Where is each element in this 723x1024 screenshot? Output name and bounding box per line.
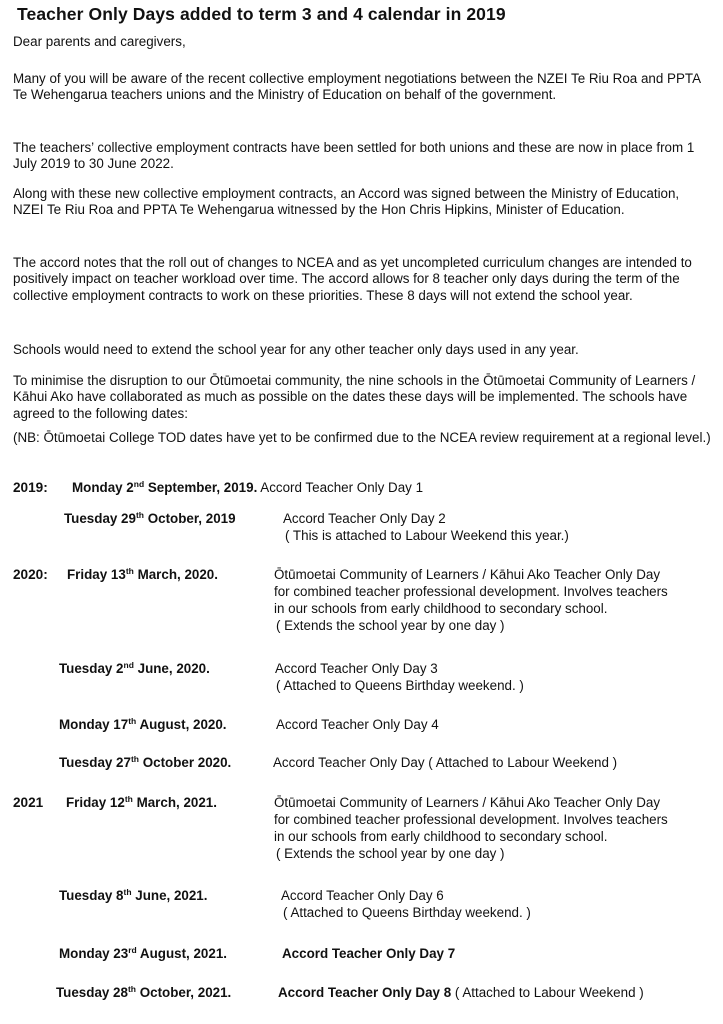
entry-date: Tuesday 28th October, 2021. xyxy=(56,984,232,1000)
entry-note: ( Extends the school year by one day ) xyxy=(276,846,505,861)
entry-note: ( This is attached to Labour Weekend this year.) xyxy=(285,528,569,543)
paragraph-accord-notes: The accord notes that the roll out of changes to NCEA and as yet uncompleted curriculum changes are intended to positively impact on teacher workload over time. The accord allows for 8 teacher only days during the term of the collective employment contracts to work on these priorities. These 8 days will not extend the school year. xyxy=(13,255,692,303)
paragraph-note: (NB: Ōtūmoetai College TOD dates have yet to be confirmed due to the NCEA review requirement at a regional level.) xyxy=(13,430,711,445)
year-label-2020: 2020: xyxy=(13,567,48,582)
page-title: Teacher Only Days added to term 3 and 4 calendar in 2019 xyxy=(17,4,506,24)
entry-date: Tuesday 29th October, 2019 xyxy=(64,510,236,526)
entry-description: Accord Teacher Only Day 8 ( Attached to Labour Weekend ) xyxy=(278,985,644,1000)
entry-description: Ōtūmoetai Community of Learners / Kāhui Ako Teacher Only Day xyxy=(274,567,661,582)
entry-date: Tuesday 8th June, 2021. xyxy=(59,887,208,903)
schedule-entry: Monday 2nd September, 2019. Accord Teacher Only Day 1 xyxy=(72,479,424,495)
paragraph-disruption: To minimise the disruption to our Ōtūmoetai community, the nine schools in the Ōtūmoetai Community of Learners / Kāhui Ako have collaborated as much as possible on the dates these days will be implemented. The schools have agreed to the following dates: xyxy=(13,373,696,421)
entry-description: in our schools from early childhood to secondary school. xyxy=(274,829,608,844)
entry-description: for combined teacher professional development. Involves teachers xyxy=(274,584,668,599)
entry-date: Tuesday 27th October 2020. xyxy=(59,754,232,770)
entry-description: in our schools from early childhood to secondary school. xyxy=(274,601,608,616)
entry-note: ( Attached to Queens Birthday weekend. ) xyxy=(283,905,531,920)
entry-date: Monday 23rd August, 2021. xyxy=(59,945,227,961)
year-label-2019: 2019: xyxy=(13,480,48,495)
entry-date: Friday 13th March, 2020. xyxy=(67,566,218,582)
paragraph-extend-year: Schools would need to extend the school year for any other teacher only days used in any year. xyxy=(13,342,579,357)
paragraph-accord: Along with these new collective employment contracts, an Accord was signed between the Ministry of Education, NZEI Te Riu Roa and PPTA Te Wehengarua witnessed by the Hon Chris Hipkins, Minister of Education. xyxy=(13,186,680,218)
entry-date: Tuesday 2nd June, 2020. xyxy=(59,660,210,676)
entry-description: Accord Teacher Only Day 3 xyxy=(275,661,438,676)
entry-description: Accord Teacher Only Day 2 xyxy=(283,511,446,526)
entry-description: Accord Teacher Only Day 6 xyxy=(281,888,444,903)
entry-date: Monday 17th August, 2020. xyxy=(59,716,227,732)
entry-date: Friday 12th March, 2021. xyxy=(66,794,217,810)
paragraph-contracts: The teachers’ collective employment contracts have been settled for both unions and these are now in place from 1 July 2019 to 30 June 2022. xyxy=(13,140,695,172)
entry-description: Accord Teacher Only Day 7 xyxy=(282,946,456,961)
entry-note: ( Extends the school year by one day ) xyxy=(276,618,505,633)
entry-description: Accord Teacher Only Day 4 xyxy=(276,717,439,732)
entry-note: ( Attached to Queens Birthday weekend. ) xyxy=(276,678,524,693)
entry-description: Accord Teacher Only Day ( Attached to Labour Weekend ) xyxy=(273,755,618,770)
entry-description: Ōtūmoetai Community of Learners / Kāhui Ako Teacher Only Day xyxy=(274,795,661,810)
salutation: Dear parents and caregivers, xyxy=(13,34,186,49)
entry-description: for combined teacher professional development. Involves teachers xyxy=(274,812,668,827)
year-label-2021: 2021 xyxy=(13,795,44,810)
paragraph-negotiations: Many of you will be aware of the recent collective employment negotiations between the NZEI Te Riu Roa and PPTA Te Wehengarua teachers unions and the Ministry of Education on behalf of the government. xyxy=(13,71,701,103)
